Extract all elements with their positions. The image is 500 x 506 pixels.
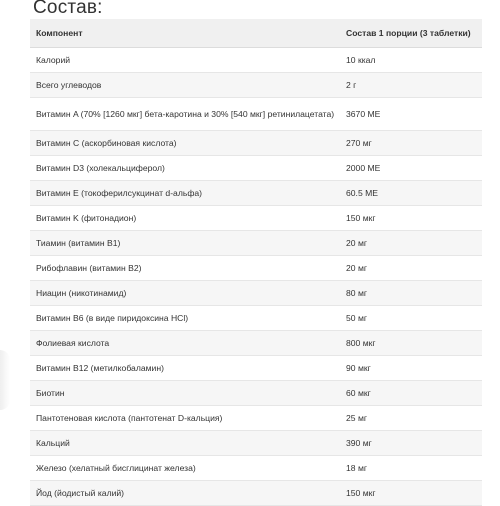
component-cell: Йод (йодистый калий)	[30, 481, 340, 506]
component-cell: Кальций	[30, 431, 340, 456]
table-row	[30, 98, 482, 131]
amount-cell: 20 мг	[340, 231, 482, 256]
table-row	[30, 281, 482, 306]
amount-cell: 60 мкг	[340, 381, 482, 406]
amount-cell: 3670 МЕ	[340, 98, 482, 131]
table-header	[30, 19, 482, 48]
table-row	[30, 356, 482, 381]
table-row	[30, 306, 482, 331]
component-cell: Витамин C (аскорбиновая кислота)	[30, 131, 340, 156]
amount-cell: 800 мкг	[340, 331, 482, 356]
column-header-amount: Состав 1 порции (3 таблетки)	[340, 19, 482, 48]
component-cell: Витамин K (фитонадион)	[30, 206, 340, 231]
table-row	[30, 256, 482, 281]
table-row	[30, 331, 482, 356]
component-cell: Рибофлавин (витамин B2)	[30, 256, 340, 281]
table-row	[30, 73, 482, 98]
amount-cell: 18 мг	[340, 456, 482, 481]
amount-cell: 50 мг	[340, 306, 482, 331]
table-row	[30, 48, 482, 73]
table-row	[30, 181, 482, 206]
component-cell: Витамин B12 (метилкобаламин)	[30, 356, 340, 381]
table-row	[30, 156, 482, 181]
amount-cell: 80 мг	[340, 281, 482, 306]
table-row	[30, 131, 482, 156]
amount-cell: 60.5 МЕ	[340, 181, 482, 206]
component-cell: Ниацин (никотинамид)	[30, 281, 340, 306]
table-row	[30, 481, 482, 506]
amount-cell: 390 мг	[340, 431, 482, 456]
composition-table	[30, 19, 482, 506]
component-cell: Витамин D3 (холекальциферол)	[30, 156, 340, 181]
amount-cell: 2 г	[340, 73, 482, 98]
component-cell: Фолиевая кислота	[30, 331, 340, 356]
table-row	[30, 431, 482, 456]
column-header-component: Компонент	[30, 19, 340, 48]
component-cell: Биотин	[30, 381, 340, 406]
amount-cell: 150 мкг	[340, 481, 482, 506]
table-header-row	[30, 19, 482, 48]
component-cell: Тиамин (витамин B1)	[30, 231, 340, 256]
amount-cell: 2000 МЕ	[340, 156, 482, 181]
table-row	[30, 456, 482, 481]
amount-cell: 10 ккал	[340, 48, 482, 73]
amount-cell: 20 мг	[340, 256, 482, 281]
table-row	[30, 206, 482, 231]
table-body	[30, 48, 482, 506]
edge-shadow-decoration	[0, 350, 10, 410]
component-cell: Пантотеновая кислота (пантотенат D-кальция)	[30, 406, 340, 431]
amount-cell: 270 мг	[340, 131, 482, 156]
component-cell: Витамин B6 (в виде пиридоксина HCl)	[30, 306, 340, 331]
amount-cell: 25 мг	[340, 406, 482, 431]
component-cell: Калорий	[30, 48, 340, 73]
table-row	[30, 406, 482, 431]
component-cell: Всего углеводов	[30, 73, 340, 98]
component-cell: Витамин E (токоферилсукцинат d-альфа)	[30, 181, 340, 206]
amount-cell: 90 мкг	[340, 356, 482, 381]
component-cell: Витамин A (70% [1260 мкг] бета-каротина и 30% [540 мкг] ретинилацетата)	[30, 98, 340, 131]
section-title: Состав:	[33, 0, 103, 18]
table-row	[30, 381, 482, 406]
amount-cell: 150 мкг	[340, 206, 482, 231]
table-row	[30, 231, 482, 256]
component-cell: Железо (хелатный бисглицинат железа)	[30, 456, 340, 481]
